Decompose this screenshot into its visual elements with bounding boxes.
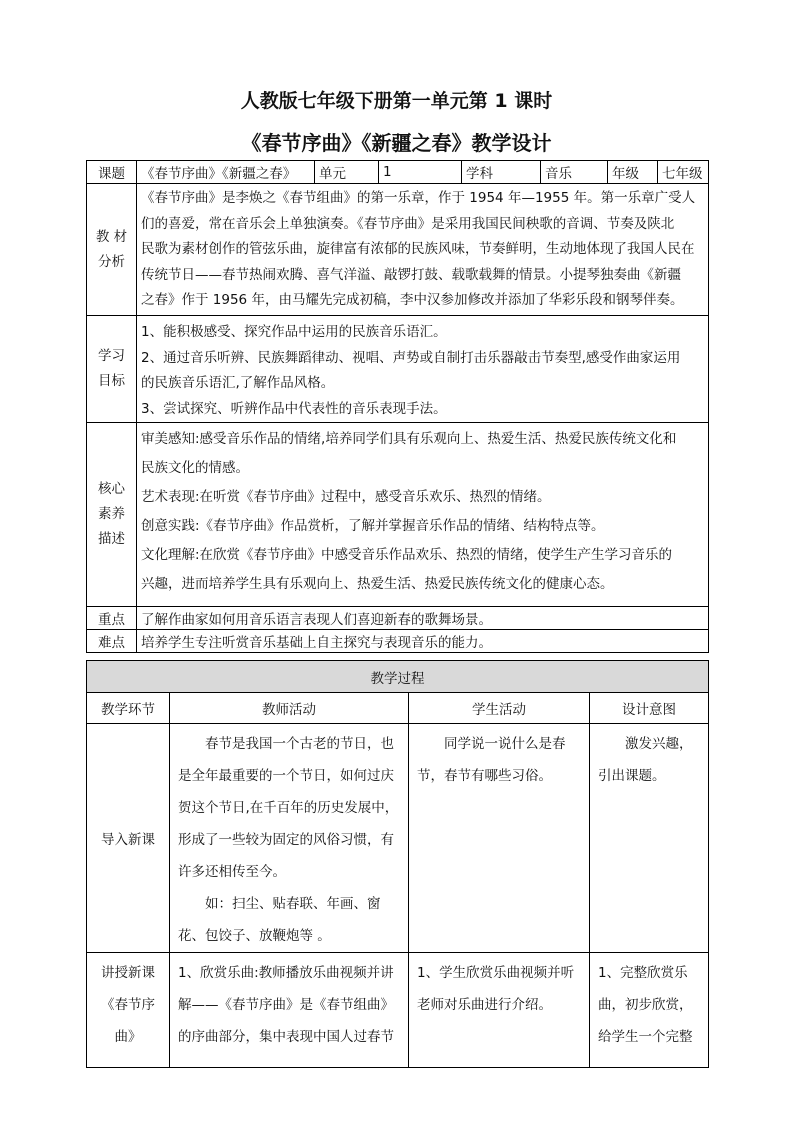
teacher-activity-new-lesson: 1、欣赏乐曲:教师播放乐曲视频并讲解——《春节序曲》是《春节组曲》的序曲部分，集中表现中国人过春节 bbox=[170, 953, 409, 1068]
goals-row bbox=[87, 316, 709, 423]
core-label: 核心 素养 描述 bbox=[87, 423, 137, 607]
unit-value: 1 bbox=[379, 161, 462, 184]
key-point-label: 重点 bbox=[87, 607, 137, 630]
topic-value: 《春节序曲》《新疆之春》 bbox=[137, 161, 315, 184]
core-text: 审美感知:感受音乐作品的情绪,培养同学们具有乐观向上、热爱生活、热爱民族传统文化和 民族文化的情感。 艺术表现:在听赏《春节序曲》过程中，感受音乐欢乐、热烈的情绪。 创意实践:《春节序曲》作品赏析，了解并掌握音乐作品的情绪、结构特点等。 文化理解:在欣赏《春节序曲》中感受音乐作品欢乐、热烈的情绪，使学生产生学习音乐的 兴趣，进而培养学生具有乐观向上、热爱生活、热爱民族传统文化的健康心态。 bbox=[137, 423, 709, 607]
column-header-teacher: 教师活动 bbox=[170, 693, 409, 724]
difficulty-text: 培养学生专注听赏音乐基础上自主探究与表现音乐的能力。 bbox=[137, 630, 709, 653]
design-intent-new-lesson: 1、完整欣赏乐曲，初步欣赏，给学生一个完整 bbox=[590, 953, 709, 1068]
difficulty-label: 难点 bbox=[87, 630, 137, 653]
subject-label: 学科 bbox=[462, 161, 541, 184]
lesson-info-table bbox=[86, 160, 709, 653]
analysis-text: 《春节序曲》是李焕之《春节组曲》的第一乐章，作于 1954 年—1955 年。第一乐章广受人 们的喜爱，常在音乐会上单独演奏。《春节序曲》是采用我国民间秧歌的音调、节奏及陕北 民歌为素材创作的管弦乐曲，旋律富有浓郁的民族风味，节奏鲜明，生动地体现了我国人民在 传统节日——春节热闹欢腾、喜气洋溢、敲锣打鼓、载歌载舞的情景。小提琴独奏曲《新疆 之春》作于 1956 年，由马耀先完成初稿，李中汉参加修改并添加了华彩乐段和钢琴伴奏。 bbox=[137, 184, 709, 316]
stage-intro: 导入新课 bbox=[87, 724, 170, 953]
process-row-intro bbox=[87, 724, 709, 953]
analysis-label: 教 材 分析 bbox=[87, 184, 137, 316]
grade-label: 年级 bbox=[608, 161, 658, 184]
document-title: 人教版七年级下册第一单元第 1 课时 bbox=[240, 90, 553, 112]
stage-new-lesson: 讲授新课《春节序曲》 bbox=[87, 953, 170, 1068]
process-row-new-lesson bbox=[87, 953, 709, 1068]
topic-label: 课题 bbox=[87, 161, 137, 184]
process-title: 教学过程 bbox=[87, 661, 709, 693]
process-table bbox=[86, 660, 709, 1068]
subject-value: 音乐 bbox=[541, 161, 608, 184]
student-activity-new-lesson: 1、学生欣赏乐曲视频并听老师对乐曲进行介绍。 bbox=[409, 953, 590, 1068]
document-subtitle: 《春节序曲》《新疆之春》教学设计 bbox=[241, 131, 552, 155]
student-activity-intro: 同学说一说什么是春节，春节有哪些习俗。 bbox=[409, 724, 590, 953]
column-header-student: 学生活动 bbox=[409, 693, 590, 724]
analysis-row bbox=[87, 184, 709, 316]
key-point-row bbox=[87, 607, 709, 630]
goals-text: 1、能积极感受、探究作品中运用的民族音乐语汇。 2、通过音乐听辨、民族舞蹈律动、视唱、声势或自制打击乐器敲击节奏型,感受作曲家运用 的民族音乐语汇,了解作品风格。 3、尝试探究、听辨作品中代表性的音乐表现手法。 bbox=[137, 316, 709, 423]
goals-label: 学习 目标 bbox=[87, 316, 137, 423]
column-header-stage: 教学环节 bbox=[87, 693, 170, 724]
process-column-headers bbox=[87, 693, 709, 724]
teacher-activity-intro: 春节是我国一个古老的节日，也是全年最重要的一个节日，如何过庆贺这个节日,在千百年的历史发展中，形成了一些较为固定的风俗习惯，有许多还相传至今。 如：扫尘、贴春联、年画、窗花、包饺子、放鞭炮等 。 bbox=[170, 724, 409, 953]
column-header-intent: 设计意图 bbox=[590, 693, 709, 724]
process-title-row bbox=[87, 661, 709, 693]
design-intent-intro: 激发兴趣，引出课题。 bbox=[590, 724, 709, 953]
key-point-text: 了解作曲家如何用音乐语言表现人们喜迎新春的歌舞场景。 bbox=[137, 607, 709, 630]
difficulty-row bbox=[87, 630, 709, 653]
grade-value: 七年级 bbox=[658, 161, 709, 184]
unit-label: 单元 bbox=[315, 161, 379, 184]
header-row bbox=[87, 161, 709, 184]
core-row bbox=[87, 423, 709, 607]
